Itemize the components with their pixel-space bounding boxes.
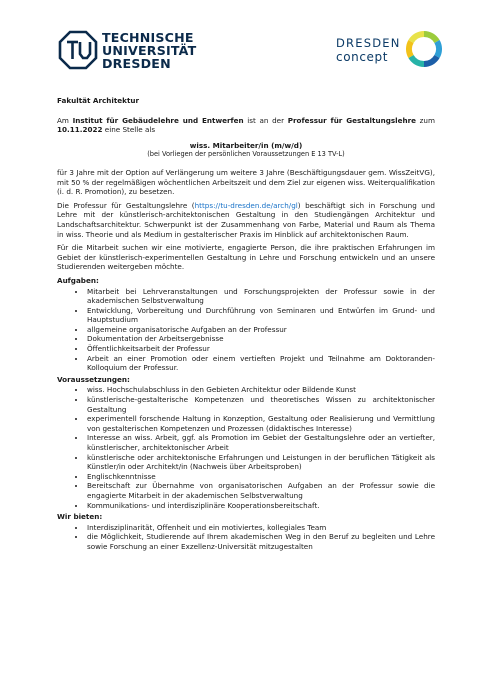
list-item: • die Möglichkeit, Studierende auf Ihrem akademischen Weg in den Beruf zu begleiten und Lehre sowie Forschung an einer Exzellenz-Universität mitzugestalten xyxy=(86,532,435,551)
tu-name-line2: UNIVERSITÄT xyxy=(102,43,197,59)
dresden-concept-wordmark xyxy=(336,36,401,64)
dresden-concept-logo[interactable] xyxy=(336,31,444,73)
paragraph2-after: ) beschäftigt sich in Forschung und Lehre mit der künstlerisch-architektonischen Gestaltung in den Studiengängen Architektur und Landschaftsarchitektur. Schwerpunkt ist der Zusammenhang von Farbe, Material und Raum als Thema in wiss. Theorie und als Medium in gestalterischer Praxis im Hinblick auf architektonischen Raum. xyxy=(57,200,435,239)
intro-paragraph xyxy=(57,116,435,135)
paragraph-duration: für 3 Jahre mit der Option auf Verlängerung um weitere 3 Jahre (Beschäftigungsdauer gem. WissZeitVG), mit 50 % der regelmäßigen wöchentlichen Arbeitszeit und dem Ziel zur eigenen wiss. Weiterqualifikation (i. d. R. Promotion), zu besetzen. xyxy=(57,167,435,197)
tu-name-line1: TECHNISCHE xyxy=(102,30,194,45)
list-item: • Arbeit an einer Promotion oder einem vertieften Projekt und Teilnahme am Doktoranden-Kolloquium der Professur. xyxy=(86,354,435,373)
intro-text-2: ist an der xyxy=(243,115,288,125)
tu-dresden-emblem-icon xyxy=(58,30,98,70)
institute-name: Institut für Gebäudelehre und Entwerfen xyxy=(72,115,244,125)
list-item: • Kommunikations- und interdisziplinäre Kooperationsbereitschaft. xyxy=(86,501,435,511)
faculty-name: Fakultät Architektur xyxy=(57,96,140,105)
offer-list xyxy=(57,523,435,552)
tasks-list xyxy=(57,287,435,373)
list-item: • Dokumentation der Arbeitsergebnisse xyxy=(86,334,435,344)
list-item: • Mitarbeit bei Lehrveranstaltungen und Forschungsprojekten der Professur sowie in der akademischen Selbstverwaltung xyxy=(86,287,435,306)
tasks-heading: Aufgaben: xyxy=(57,275,99,285)
list-item: • wiss. Hochschulabschluss in den Gebieten Architektur oder Bildende Kunst xyxy=(86,385,435,395)
job-posting-body xyxy=(57,96,435,554)
list-item: • Interesse an wiss. Arbeit, ggf. als Promotion im Gebiet der Gestaltungslehre oder an vertiefter, künstlerischer, architektonischer Arbeit xyxy=(86,433,435,452)
tu-name-line3: DRESDEN xyxy=(102,56,171,72)
professorship-name: Professur für Gestaltungslehre xyxy=(287,115,416,125)
list-item: • Interdisziplinarität, Offenheit und ein motiviertes, kollegiales Team xyxy=(86,523,435,533)
list-item: • Öffentlichkeitsarbeit der Professur xyxy=(86,344,435,354)
position-gender: (m/w/d) xyxy=(268,140,303,150)
position-title xyxy=(57,141,435,151)
list-item: • allgemeine organisatorische Aufgaben an der Professur xyxy=(86,325,435,335)
list-item: • Entwicklung, Vorbereitung und Durchführung von Seminaren und Entwürfen im Grund- und Hauptstudium xyxy=(86,306,435,325)
tu-dresden-logo[interactable] xyxy=(58,30,218,72)
paragraph2-before: Die Professur für Gestaltungslehre ( xyxy=(57,200,195,210)
requirements-heading: Voraussetzungen: xyxy=(57,374,130,384)
professorship-link[interactable]: https://tu-dresden.de/arch/gl xyxy=(194,200,298,210)
offer-heading: Wir bieten: xyxy=(57,512,103,522)
list-item: • Bereitschaft zur Übernahme von organisatorischen Aufgaben an der Professur sowie die engagierte Mitarbeit in der akademischen Selbstverwaltung xyxy=(86,481,435,500)
intro-text-3: zum xyxy=(416,115,435,125)
dresden-concept-ring-icon xyxy=(406,31,442,67)
position-subtitle: (bei Vorliegen der persönlichen Voraussetzungen E 13 TV-L) xyxy=(147,150,345,159)
list-item: • künstlerische oder architektonische Erfahrungen und Leistungen in der beruflichen Tätigkeit als Künstler/in oder Architekt/in (Nachweis über Arbeitsproben) xyxy=(86,453,435,472)
paragraph-candidate: Für die Mitarbeit suchen wir eine motivierte, engagierte Person, die ihre praktischen Erfahrungen im Gebiet der künstlerisch-experimentellen Gestaltung in Lehre und Forschung entwickeln und an unsere Studierenden weitergeben möchte. xyxy=(57,243,435,272)
requirements-list xyxy=(57,385,435,510)
intro-text-4: eine Stelle als xyxy=(102,125,156,135)
start-date: 10.11.2022 xyxy=(57,125,103,135)
list-item: • experimentell forschende Haltung in Konzeption, Gestaltung oder Realisierung und Vermittlung von gestalterischen Kompetenzen und Prozessen (didaktisches Interesse) xyxy=(86,414,435,433)
intro-text-1: Am xyxy=(57,115,73,125)
list-item: • Englischkenntnisse xyxy=(86,472,435,482)
dc-line1: DRESDEN xyxy=(336,36,401,50)
list-item: • künstlerische-gestalterische Kompetenzen und theoretisches Wissen zu architektonischer Gestaltung xyxy=(86,395,435,414)
tu-dresden-wordmark xyxy=(102,31,196,71)
dc-line2: concept xyxy=(336,50,389,64)
paragraph-professorship xyxy=(57,201,435,239)
position-name: wiss. Mitarbeiter/in xyxy=(189,140,269,150)
